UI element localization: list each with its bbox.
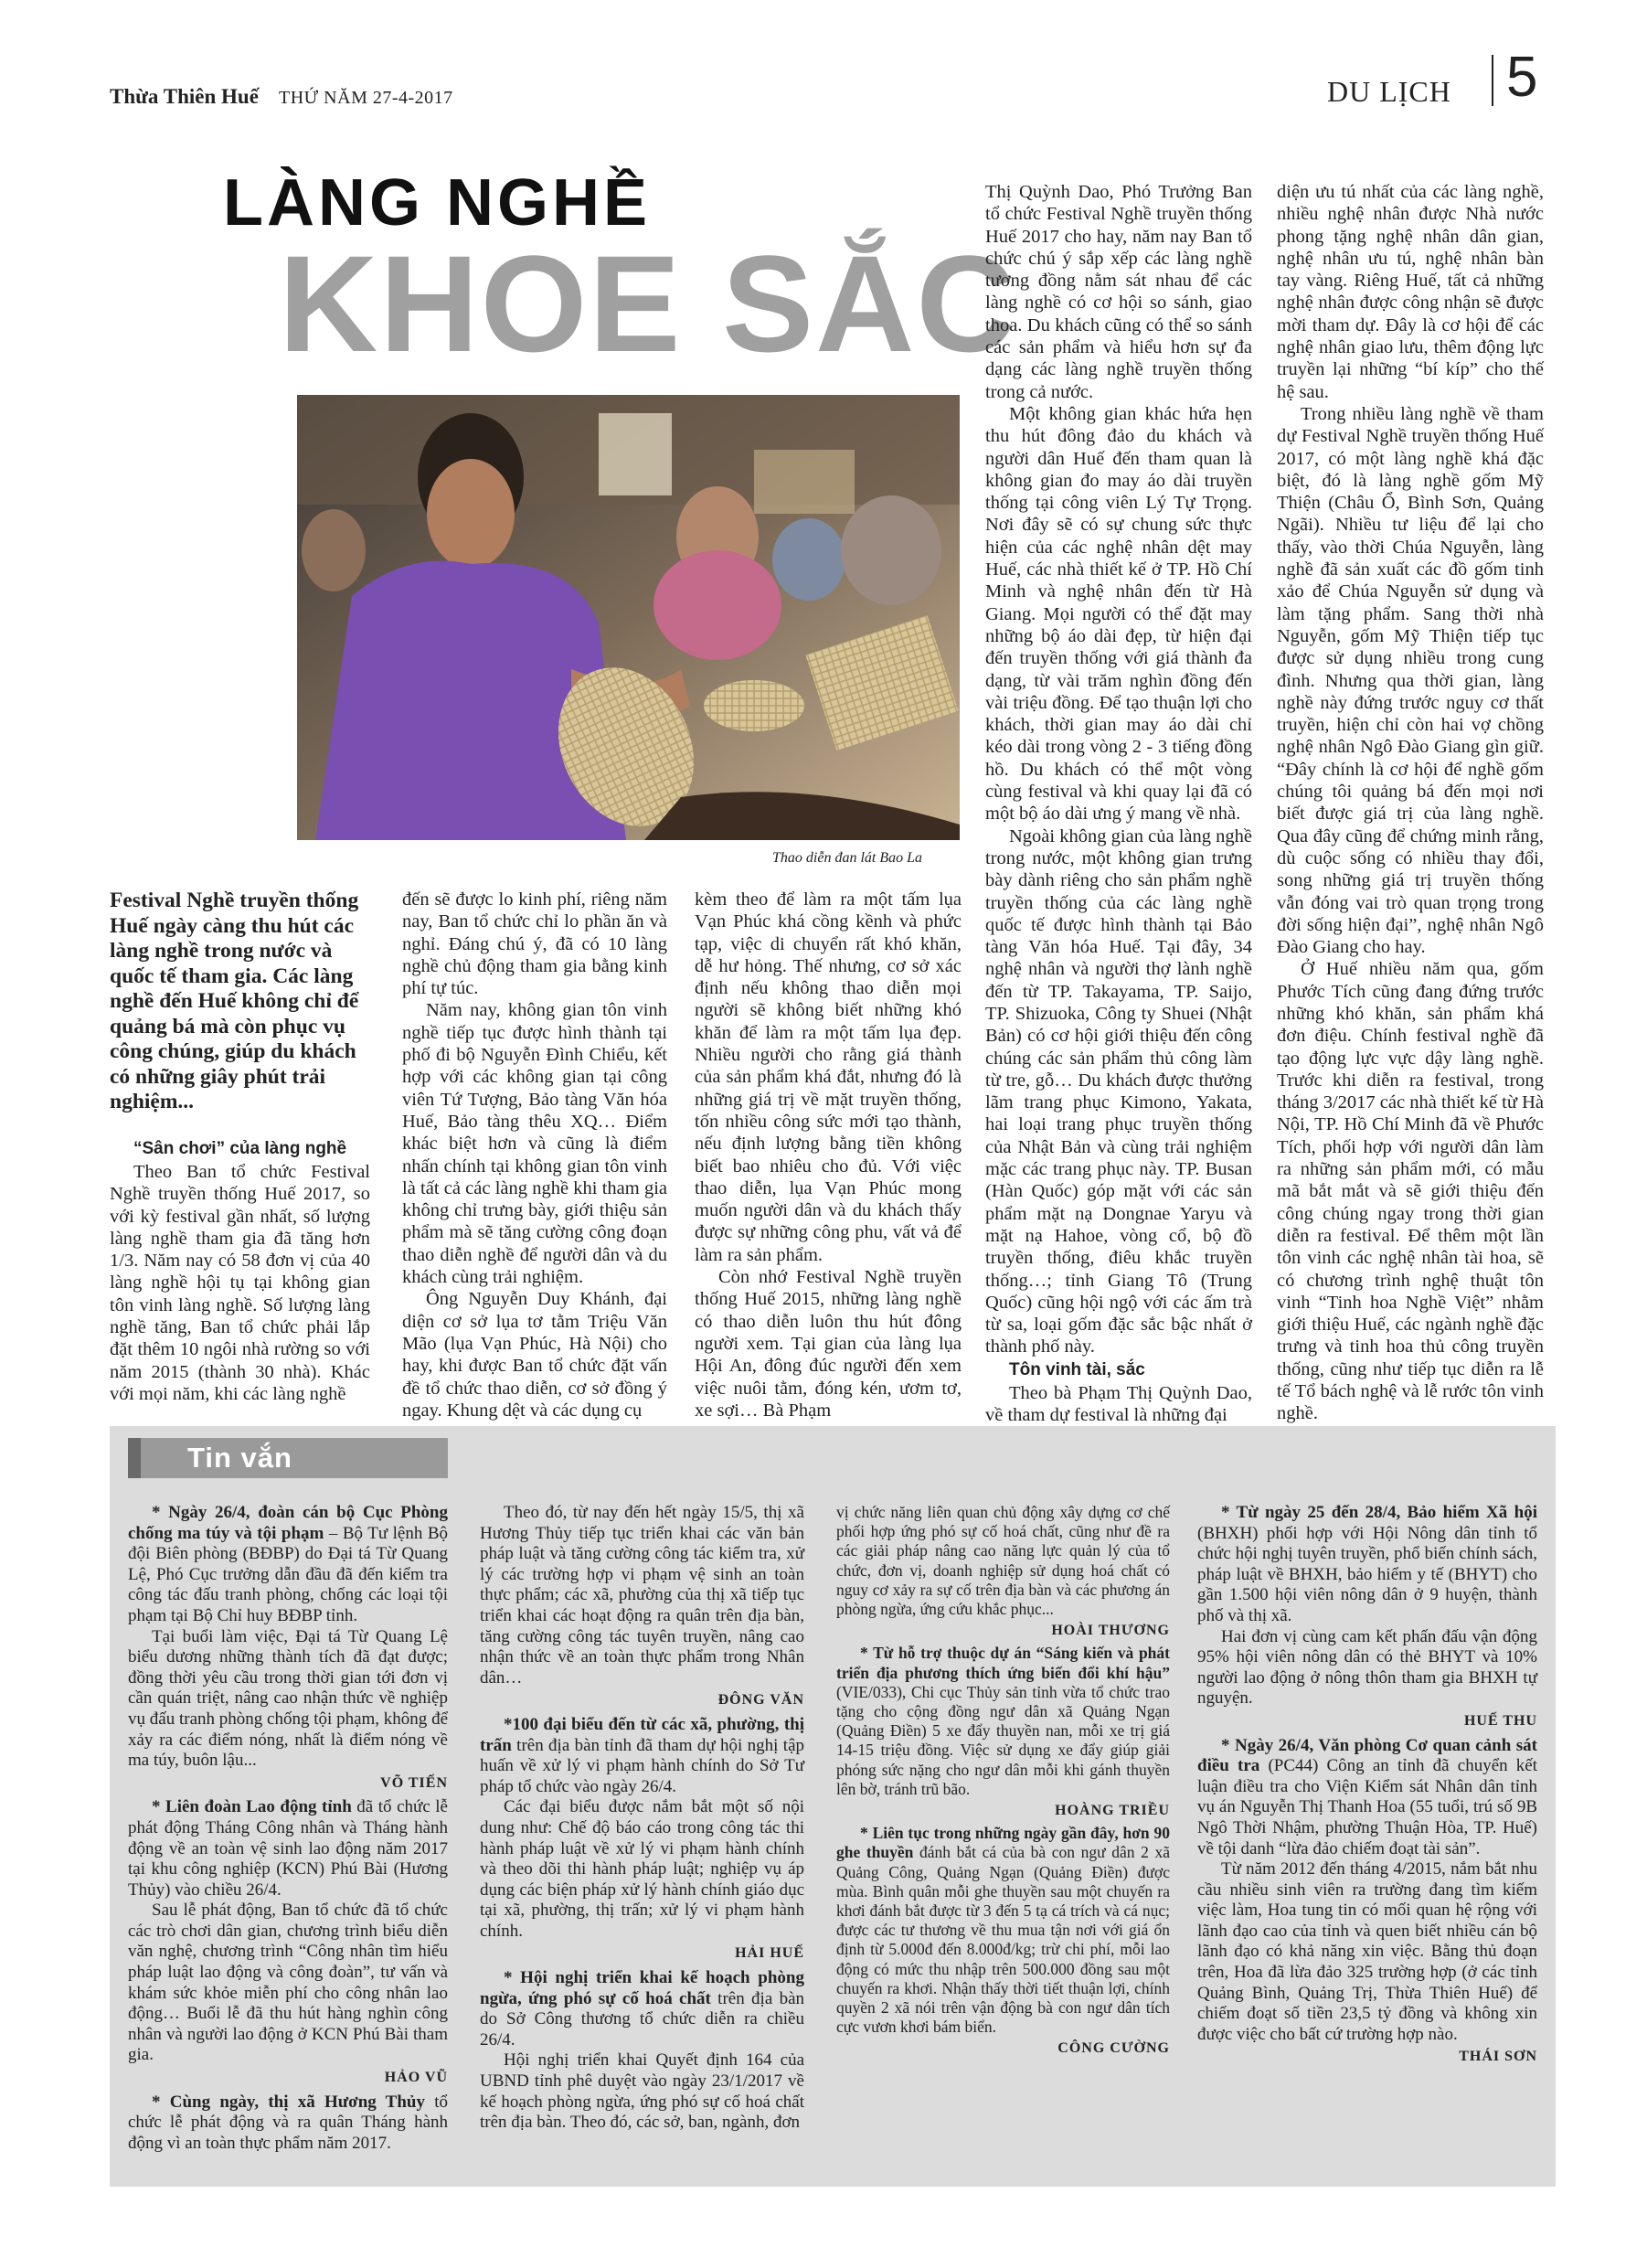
article-photo <box>297 395 960 840</box>
news-text: (PC44) Công an tỉnh đã chuyển kết luận điều tra cho Viện Kiểm sát Nhân dân tỉnh vụ án Nguyễn Thị Thanh Hoa (55 tuổi, trú số 9B Ngô Thời Nhậm, phường Thuận Hòa, TP. Huế) về tội danh “lừa đảo chiếm đoạt tài sản”. <box>1197 1756 1537 1858</box>
paragraph: Một không gian khác hứa hẹn thu hút đông đảo du khách và người dân Huế đến tham quan là không gian đo may áo dài truyền thống tại công viên Lý Tự Trọng. Nơi đây sẽ có sự chung sức thực hiện của các nghệ nhân dệt may Huế, các nhà thiết kế ở TP. Hồ Chí Minh và nghệ nhân đến từ Hà Giang. Mọi người có thể đặt may những bộ áo dài đẹp, từ hiện đại đến truyền thống với giá thành đa dạng, từ vài trăm nghìn đồng đến vài triệu đồng. Để tạo thuận lợi cho khách, thời gian may áo dài chỉ kéo dài trong vòng 2 - 3 tiếng đồng hồ. Du khách có thể một vòng cùng festival và khi quay lại đã có một bộ áo dài ưng ý mang về nhà. <box>985 403 1252 825</box>
news-text: trên địa bàn do Sở Công thương tổ chức diễn ra chiều 26/4. <box>480 1988 804 2050</box>
news-item <box>836 1644 1170 1799</box>
issue-date: THỨ NĂM 27-4-2017 <box>279 88 453 108</box>
news-paragraph: Tại buổi làm việc, Đại tá Từ Quang Lệ biểu dương những thành tích đã đạt được; đồng thời yêu cầu trong thời gian tới đơn vị cần quán triệt, nâng cao nhận thức về nghiệp vụ đấu tranh phòng chống tội phạm, không để xảy ra các điểm nóng, nhất là điểm nóng về ma túy, buôn lậu... <box>128 1626 448 1771</box>
paragraph: Ngoài không gian của làng nghề trong nước, một không gian trưng bày dành riêng cho sản phẩm nghề truyền thống của các làng nghề quốc tế được hình thành tại Bảo tàng Văn hóa Huế. Tại đây, 34 nghệ nhân và người thợ lành nghề đến từ TP. Takayama, TP. Saijo, TP. Shizuoka, Công ty Shuei (Nhật Bản) có cơ hội giới thiệu đến công chúng các sản phẩm thủ công làm từ tre, gỗ… Du khách được thưởng lãm trang phục Kimono, Yakata, hai loại trang phục truyền thống của Nhật Bản và cùng trải nghiệm mặc các trang phục này. TP. Busan (Hàn Quốc) góp mặt với các sản phẩm mặt nạ Dongnae Yaryu và mặt nạ Hahoe, vòng cổ, bộ đồ truyền thống, điêu khắc truyền thống…; tỉnh Giang Tô (Trung Quốc) cũng hội ngộ với các ấm trà từ sa, loại gốm đặc sắc bậc nhất ở thành phố này. <box>985 825 1252 1358</box>
news-author: HOÀNG TRIỀU <box>1055 1803 1170 1819</box>
news-item <box>128 2092 448 2155</box>
news-lead: * Cùng ngày, thị xã Hương Thủy <box>152 2092 425 2112</box>
news-title-accent <box>128 1438 141 1478</box>
article-column-5 <box>1277 181 1544 1447</box>
weaving-demonstration-image <box>297 395 960 840</box>
article-lead: Festival Nghề truyền thống Huế ngày càng thu hút các làng nghề trong nước và quốc tế tham gia. Các làng nghề đến Huế không chỉ để quảng bá mà còn phục vụ công chúng, giúp du khách có những giây phút trải nghiệm... <box>110 889 359 1113</box>
news-item <box>128 1503 448 1627</box>
news-item <box>480 1968 804 2050</box>
news-lead: * Ngày 26/4, đoàn cán bộ Cục Phòng chống ma túy và tội phạm <box>128 1503 448 1543</box>
news-lead: *100 đại biểu đến từ các xã, phường, thị trấn <box>480 1714 804 1755</box>
article-column-3 <box>695 889 962 1421</box>
headline-line1: LÀNG NGHỀ <box>223 166 651 240</box>
news-item <box>1197 1736 1537 1860</box>
article-column-2 <box>402 889 667 1421</box>
headline-line2: KHOE SẮC <box>279 227 1017 380</box>
paragraph: đến sẽ được lo kinh phí, riêng năm nay, Ban tổ chức chỉ lo phần ăn và nghỉ. Đáng chú ý, đã có 10 làng nghề chủ động tham gia bằng kinh phí tự túc. <box>402 889 667 999</box>
article-column-1 <box>110 1137 370 1405</box>
news-paragraph: vị chức năng liên quan chủ động xây dựng cơ chế phối hợp ứng phó sự cố hoá chất, cũng như đề ra các giải pháp nâng cao năng lực quản lý của tổ chức, đơn vị, doanh nghiệp sử dụng hoá chất có nguy cơ xảy ra sự cố trên địa bàn và các phương án phòng ngừa, ứng cứu khắc phục... <box>836 1503 1170 1619</box>
page-number: 5 <box>1506 46 1538 109</box>
news-text: (BHXH) phối hợp với Hội Nông dân tỉnh tổ chức hội nghị tuyên truyền, phổ biến chính sách, pháp luật về BHXH, bảo hiểm y tế (BHYT) cho gần 1.500 hội viên nông dân ở 9 huyện, thành phố và thị xã. <box>1197 1523 1537 1625</box>
paragraph: Trong nhiều làng nghề về tham dự Festival Nghề truyền thống Huế 2017, có một làng nghề khá đặc biệt, đó là làng nghề gốm Mỹ Thiện (Châu Ổ, Bình Sơn, Quảng Ngãi). Nhiều tư liệu để lại cho thấy, vào thời Chúa Nguyễn, làng nghề đã sản xuất các đồ gốm tinh xảo để Chúa Nguyễn sử dụng và làm tặng phẩm. Sang thời nhà Nguyễn, gốm Mỹ Thiện tiếp tục được sử dụng nhiều trong cung đình. Nhưng qua thời gian, làng nghề này đứng trước nguy cơ thất truyền, hiện chỉ còn hai vợ chồng nghệ nhân Ngô Đào Giang gìn giữ. “Đây chính là cơ hội để nghề gốm chúng tôi quảng bá đến mọi nơi biết được giá trị của làng nghề. Qua đây cũng để chứng minh rằng, dù cuộc sống có nhiều thay đổi, song những giá trị truyền thống vẫn đóng vai trò quan trọng trong đời sống hiện đại”, nghệ nhân Ngô Đào Giang cho hay. <box>1277 403 1544 958</box>
news-text: trên địa bàn tỉnh đã tham dự hội nghị tập huấn về xử lý vi phạm hành chính do Sở Tư pháp tổ chức vào ngày 26/4. <box>480 1735 804 1796</box>
paragraph: diện ưu tú nhất của các làng nghề, nhiều nghệ nhân được Nhà nước phong tặng nghệ nhân dân gian, nghệ nhân ưu tú, nghệ nhân bàn tay vàng. Riêng Huế, tất cả những nghệ nhân được công nhận sẽ được mời tham dự. Đây là cơ hội để các nghệ nhân giao lưu, thêm động lực truyền lại những “bí kíp” cho thế hệ sau. <box>1277 182 1544 402</box>
paragraph: Năm nay, không gian tôn vinh nghề tiếp tục được hình thành tại phố đi bộ Nguyễn Đình Chiểu, kết hợp với các không gian tại công viên Tứ Tượng, Bảo tàng Văn hóa Huế, Bảo tàng thêu XQ… Điểm khác biệt hơn và cũng là điểm nhấn chính tại không gian tôn vinh là tất cả các làng nghề khi tham gia không chỉ trưng bày, giới thiệu sản phẩm mà sẽ tăng cường công đoạn thao diễn nghề để người dân và du khách cùng trải nghiệm. <box>402 1000 667 1288</box>
news-author: HẢO VŨ <box>384 2070 448 2086</box>
news-lead: * Ngày 26/4, Văn phòng Cơ quan cảnh sát điều tra <box>1197 1735 1537 1776</box>
news-column-3 <box>836 1503 1170 2062</box>
news-text: đã tổ chức lễ phát động Tháng Công nhân và Tháng hành động về an toàn vệ sinh lao động năm 2017 tại khu công nghiệp (KCN) Phú Bài (Hương Thủy) vào chiều 26/4. <box>128 1797 448 1900</box>
subhead-honor: Tôn vinh tài, sắc <box>1009 1359 1145 1379</box>
paragraph: Thị Quỳnh Dao, Phó Trưởng Ban tổ chức Festival Nghề truyền thống Huế 2017 cho hay, năm nay Ban tổ chức chú ý sắp xếp các làng nghề tương đồng nằm sát nhau để các làng nghề có cơ hội so sánh, giao thoa. Du khách cũng có thể so sánh các sản phẩm và hiểu hơn sự đa dạng các làng nghề truyền thống trong cả nước. <box>985 182 1252 402</box>
news-author: VÕ TIẾN <box>380 1774 448 1791</box>
news-author: HẢI HUẾ <box>735 1945 804 1962</box>
news-author: HOÀI THƯƠNG <box>1051 1623 1170 1639</box>
subhead-playground: “Sân chơi” của làng nghề <box>133 1139 347 1158</box>
article-column-4 <box>985 181 1252 1426</box>
news-text: đánh bắt cá của bà con ngư dân 2 xã Quảng Công, Quảng Ngạn (Quảng Điền) được mùa. Bình quân mỗi ghe thuyền sau một chuyến ra khơi đánh bắt được từ 3 đến 5 tạ cá trích và cá nục; được các tư thương về thu mua tận nơi với giá ổn định từ 5.000đ đến 8.000đ/kg; trừ chi phí, mỗi lao động có mức thu nhập trên 500.000 đồng sau một chuyến ra khơi. Nhận thấy thời tiết thuận lợi, chính quyền 2 xã nói trên vận động bà con ngư dân tích cực vươn khơi bám biển. <box>836 1843 1170 2037</box>
paragraph: Ông Nguyễn Duy Khánh, đại diện cơ sở lụa tơ tằm Triệu Văn Mão (lụa Vạn Phúc, Hà Nội) cho hay, khi được Ban tổ chức đặt vấn đề tổ chức thao diễn, cơ sở đồng ý ngay. Khung dệt và các dụng cụ <box>402 1289 667 1421</box>
news-paragraph: Các đại biểu được nắm bắt một số nội dung như: Chế độ báo cáo trong công tác thi hành pháp luật về xử lý vi phạm hành chính và theo dõi thi hành pháp luật; nghiệp vụ áp dụng các biện pháp xử lý hành chính giáo dục tại xã, phường, thị trấn; xử lý vi phạm hành chính. <box>480 1797 804 1941</box>
news-author: THÁI SƠN <box>1459 2049 1537 2065</box>
news-lead: * Liên đoàn Lao động tỉnh <box>152 1797 352 1817</box>
news-lead: * Hội nghị triển khai kế hoạch phòng ngừa, ứng phó sự cố hoá chất <box>480 1968 804 2008</box>
news-text: (VIE/033), Chi cục Thủy sản tỉnh vừa tổ chức trao tặng cho cộng đồng ngư dân xã Quảng Ngạn (Quảng Điền) 5 xe đẩy thuyền nan, mỗi xe trị giá 14-15 triệu đồng. Việc sử dụng xe đẩy giúp giải phóng sức nặng cho ngư dân mỗi khi gánh thuyền lên bờ, tránh trũ bão. <box>836 1682 1170 1798</box>
news-item <box>836 1824 1170 2037</box>
news-lead: * Từ ngày 25 đến 28/4, Bảo hiểm Xã hội <box>1221 1503 1537 1522</box>
news-lead: * Từ hỗ trợ thuộc dự án “Sáng kiến và phát triển địa phương thích ứng biến đổi khí hậu” <box>836 1644 1170 1682</box>
news-paragraph: Theo đó, từ nay đến hết ngày 15/5, thị xã Hương Thủy tiếp tục triển khai các văn bản pháp luật và tăng cường công tác kiểm tra, xử lý các trường hợp vi phạm vệ sinh an toàn thực phẩm; các xã, phường của thị xã tiếp tục triển khai các hoạt động ra quân trên địa bàn, tăng cường công tác tuyên truyền, nâng cao nhận thức về an toàn thực phẩm trong Nhân dân… <box>480 1503 804 1688</box>
news-author: ĐÔNG VĂN <box>717 1692 804 1709</box>
news-paragraph: Hai đơn vị cùng cam kết phấn đấu vận động 95% hội viên nông dân có thẻ BHYT và 10% người lao động ở nông thôn tham gia BHXH tự nguyện. <box>1197 1626 1537 1709</box>
news-paragraph: Sau lễ phát động, Ban tổ chức đã tổ chức các trò chơi dân gian, chương trình biểu diễn văn nghệ, chương trình “Công nhân tìm hiểu pháp luật lao động và công đoàn”, tư vấn và khám sức khỏe miễn phí cho công nhân lao động… Buổi lễ đã thu hút hàng nghìn công nhân và người lao động ở KCN Phú Bài tham gia. <box>128 1901 448 2065</box>
paragraph: Ở Huế nhiều năm qua, gốm Phước Tích cũng đang đứng trước những khó khăn, sản phẩm khá đơn điệu. Chính festival nghề đã tạo động lực vực dậy làng nghề. Trước khi diễn ra festival, trong tháng 3/2017 các nhà thiết kế từ Hà Nội, TP. Hồ Chí Minh đã về Phước Tích, phối hợp với người dân làm ra những sản phẩm mới, có mẫu mã bắt mắt và sẽ giới thiệu đến công chúng ngay trong thời gian diễn ra festival. Để thêm một lần tôn vinh các nghệ nhân tài hoa, sẽ có chương trình nghệ thuật tôn vinh “Tinh hoa Nghề Việt” nhằm giới thiệu Huế, các ngành nghề đặc trưng và tinh hoa thủ công truyền thống, cũng như tiếp tục diễn ra lễ tế Tổ bách nghệ và lễ rước tôn vinh nghề. <box>1277 959 1544 1424</box>
photo-caption: Thao diễn đan lát Bao La <box>772 850 923 866</box>
news-author: CÔNG CƯỜNG <box>1057 2040 1170 2057</box>
news-paragraph: Hội nghị triển khai Quyết định 164 của UBND tỉnh phê duyệt vào ngày 23/1/2017 về kế hoạch phòng ngừa, ứng phó sự cố hoá chất trên địa bàn. Theo đó, các sở, ban, ngành, đơn <box>480 2050 804 2133</box>
news-item <box>128 1797 448 1901</box>
paragraph: Theo bà Phạm Thị Quỳnh Dao, về tham dự festival là những đại <box>985 1382 1252 1426</box>
news-column-4 <box>1197 1503 1537 2071</box>
paragraph: kèm theo để làm ra một tấm lụa Vạn Phúc khá cồng kềnh và phức tạp, việc di chuyển rất khó khăn, dễ hư hỏng. Thế nhưng, cơ sở xác định nếu không thao diễn mọi người sẽ không biết những khó khăn để làm ra một tấm lụa đẹp. Nhiều người cho rằng giá thành của sản phẩm khá đắt, nhưng đó là những giá trị về mặt truyền thống, tốn nhiều công sức mới tạo thành, nếu định lượng bằng tiền không biết bao nhiêu cho đủ. Với việc thao diễn, lụa Vạn Phúc mong muốn người dân và du khách thấy được sự những công phu, vất vả để làm ra sản phẩm. <box>695 889 962 1265</box>
news-paragraph: Từ năm 2012 đến tháng 4/2015, nắm bắt nhu cầu nhiều sinh viên ra trường đang tìm kiếm việc làm, Hoa tung tin có mối quan hệ rộng với lãnh đạo cao của tỉnh và quen biết nhiều cán bộ lãnh đạo có khả năng xin việc. Bằng thủ đoạn trên, Hoa đã lừa đảo 325 trường hợp (ở các tỉnh Quảng Bình, Quảng Trị, Thừa Thiên Huế) để chiếm đoạt số tiền 23,5 tỷ đồng và không xin được việc cho bất cứ trường hợp nào. <box>1197 1859 1537 2044</box>
section-name: DU LỊCH <box>1327 75 1451 108</box>
news-title: Tin vắn <box>187 1442 292 1474</box>
news-item <box>1197 1503 1537 1627</box>
news-column-1 <box>128 1503 448 2154</box>
masthead: Thừa Thiên Huế <box>110 85 259 108</box>
news-lead: * Liên tục trong những ngày gần đây, hơn 90 ghe thuyền <box>836 1824 1170 1862</box>
news-text: tổ chức lễ phát động và ra quân Tháng hành động vì an toàn thực phẩm năm 2017. <box>128 2092 449 2153</box>
news-item <box>480 1715 804 1797</box>
paragraph: Còn nhớ Festival Nghề truyền thống Huế 2015, những làng nghề có thao diễn luôn thu hút đông người xem. Tại gian của làng lụa Hội An, đông đúc người đến xem việc nuôi tằm, đóng kén, ươm tơ, xe sợi… Bà Phạm <box>695 1267 962 1421</box>
news-author: HUẾ THU <box>1463 1712 1537 1729</box>
paragraph: Theo Ban tổ chức Festival Nghề truyền thống Huế 2017, so với kỳ festival gần nhất, số lượng làng nghề tham gia đã tăng hơn 1/3. Năm nay có 58 đơn vị của 40 làng nghề hội tụ tại không gian tôn vinh làng nghề. Số lượng làng nghề tăng, Ban tổ chức phải lắp đặt thêm 10 ngôi nhà rường so với năm 2015 (thành 30 nhà). Khác với mọi năm, khi các làng nghề <box>110 1162 370 1404</box>
news-text: – Bộ Tư lệnh Bộ đội Biên phòng (BĐBP) do Đại tá Từ Quang Lệ, Phó Cục trưởng dẫn đầu đã đến kiểm tra công tác đấu tranh phòng, chống các loại tội phạm tại Bộ Chỉ huy BĐBP tỉnh. <box>128 1523 449 1625</box>
header-divider <box>1492 55 1493 106</box>
news-column-2 <box>480 1503 804 2134</box>
